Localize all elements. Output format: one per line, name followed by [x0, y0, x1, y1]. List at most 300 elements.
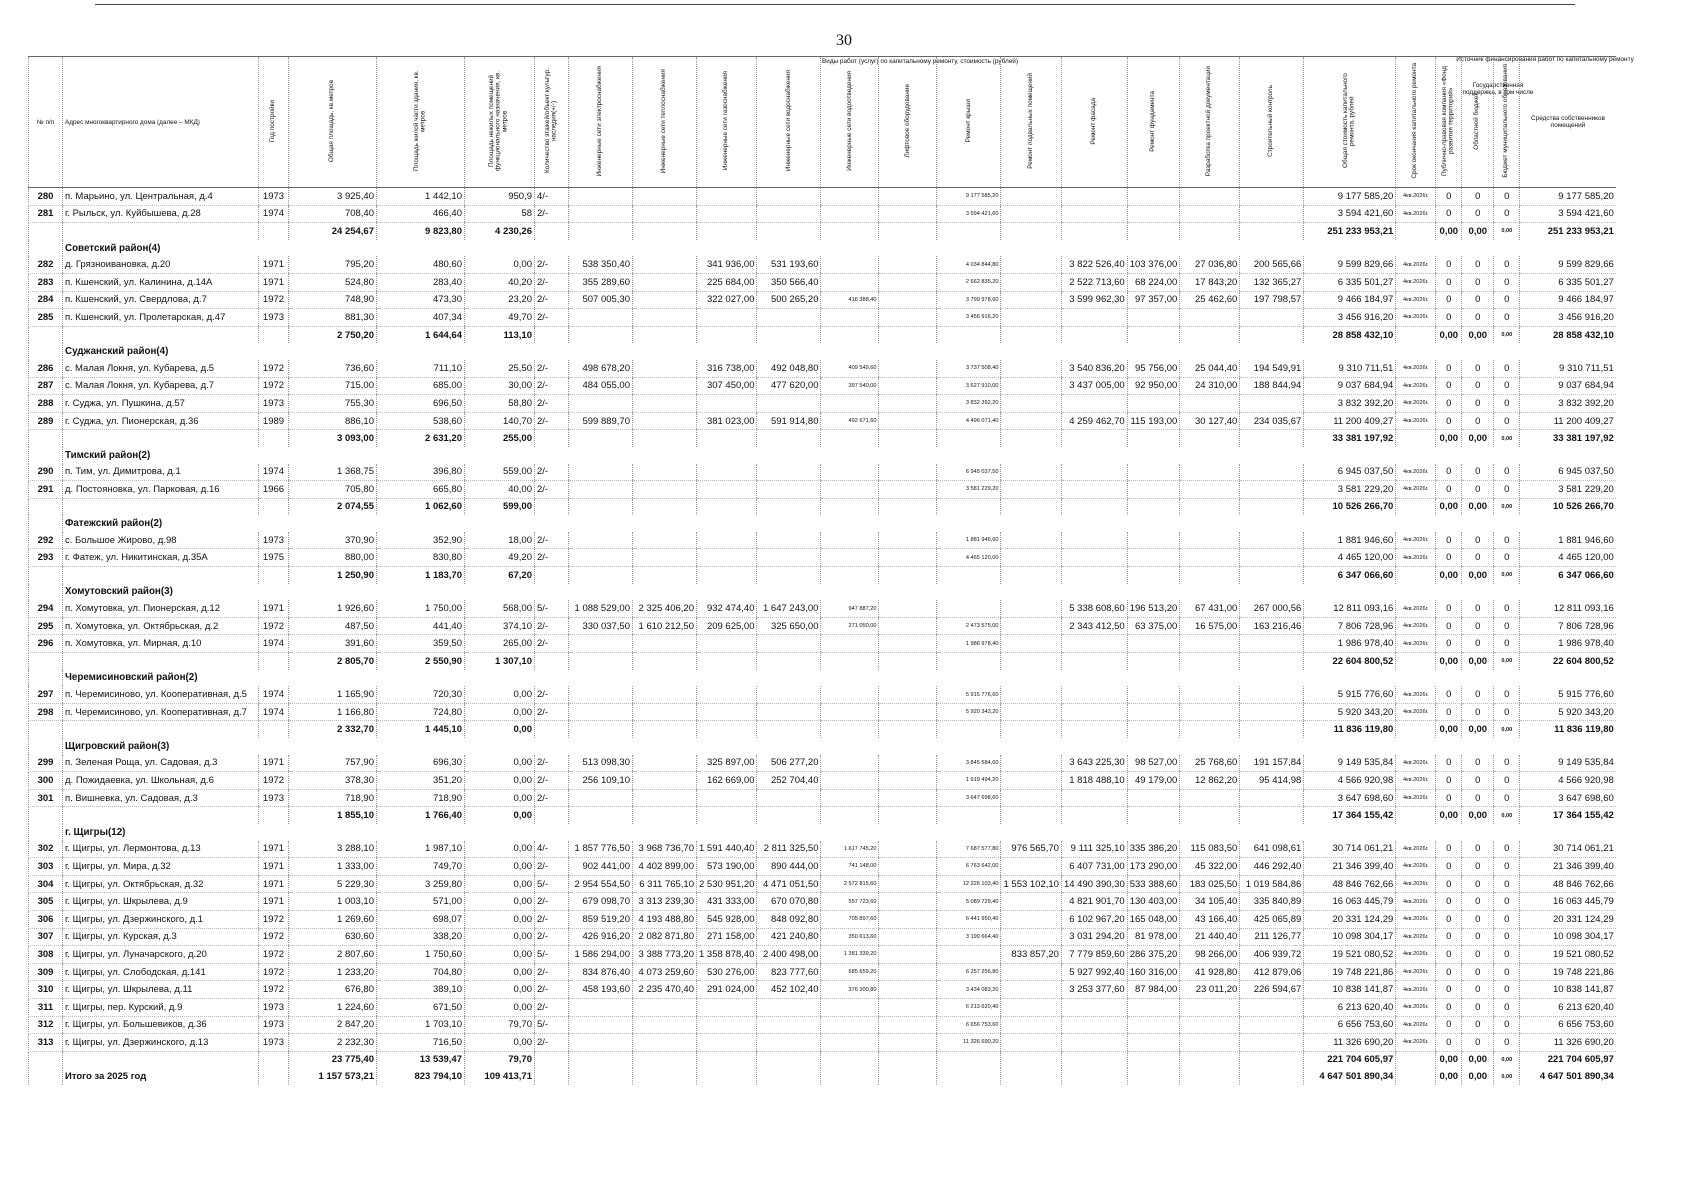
table-row [29, 772, 1616, 790]
own-funds-cell: 1 881 946,60 [1520, 532, 1616, 549]
floors-cell: 5/- [535, 600, 569, 617]
heat-cell [633, 291, 697, 309]
sewer-cell: 1 617 745,20 [821, 841, 879, 858]
header-address: Адрес многоквартирного дома (далее – МКД) [63, 57, 259, 188]
municipal-cell: 0 [1494, 395, 1520, 413]
control-cell: 641 098,61 [1240, 841, 1304, 858]
municipal-cell: 0 [1494, 910, 1520, 928]
district-heading-row [29, 515, 1616, 532]
total-cost-cell: 3 647 698,60 [1304, 789, 1396, 807]
fund-cell: 0 [1436, 549, 1462, 567]
facade-cell: 6 102 967,20 [1061, 910, 1127, 928]
num-cell: 300 [29, 772, 63, 790]
num-cell [29, 498, 63, 515]
facade-cell [1061, 1034, 1127, 1052]
roof-cell: 3 647 698,60 [937, 789, 1001, 807]
deadline-cell: 4кв.2026г. [1396, 703, 1436, 721]
living-area-cell: 696,50 [377, 395, 465, 413]
own-funds-cell: 9 177 585,20 [1520, 188, 1616, 206]
sewer-cell [821, 309, 879, 327]
lift-cell [879, 273, 937, 291]
gas-cell [697, 807, 757, 824]
table-row [29, 946, 1616, 964]
lift-cell [879, 946, 937, 964]
municipal-cell: 0 [1494, 841, 1520, 858]
sewer-cell: 271 050,00 [821, 617, 879, 635]
foundation-cell [1127, 481, 1180, 499]
sewer-cell [821, 205, 879, 223]
header-facade: Ремонт фасада [1061, 57, 1127, 188]
total-area-cell: 1 157 573,21 [289, 1068, 377, 1085]
control-cell [1240, 635, 1304, 653]
fund-cell: 0 [1436, 686, 1462, 703]
basement-cell [1001, 653, 1061, 670]
foundation-cell: 165 048,00 [1127, 910, 1180, 928]
basement-cell [1001, 981, 1061, 999]
total-cost-cell: 7 806 728,96 [1304, 617, 1396, 635]
total-cost-cell: 6 335 501,27 [1304, 273, 1396, 291]
nonliving-area-cell: 265,00 [465, 635, 535, 653]
control-cell: 132 365,27 [1240, 273, 1304, 291]
control-cell: 197 798,57 [1240, 291, 1304, 309]
project-cell: 25 462,60 [1180, 291, 1240, 309]
fund-cell: 0 [1436, 893, 1462, 911]
subtotal-row [29, 430, 1616, 447]
project-cell [1180, 188, 1240, 206]
fund-cell: 0,00 [1436, 653, 1462, 670]
district-heading-row [29, 343, 1616, 360]
lift-cell [879, 309, 937, 327]
year-cell [259, 721, 289, 738]
basement-cell [1001, 789, 1061, 807]
floors-cell: 5/- [535, 875, 569, 893]
address-cell: г. Щигры, ул. Дзержинского, д.13 [63, 1034, 259, 1052]
total-area-cell: 5 229,30 [289, 875, 377, 893]
facade-cell [1061, 1068, 1127, 1085]
project-cell: 183 025,50 [1180, 875, 1240, 893]
control-cell: 95 414,98 [1240, 772, 1304, 790]
nonliving-area-cell: 1 307,10 [465, 653, 535, 670]
num-cell: 312 [29, 1016, 63, 1034]
own-funds-cell: 12 811 093,16 [1520, 600, 1616, 617]
own-funds-cell: 221 704 605,97 [1520, 1051, 1616, 1068]
roof-cell [937, 223, 1001, 240]
nonliving-area-cell: 0,00 [465, 963, 535, 981]
state-support-header: Государственная поддержка, в том числе [1462, 82, 1534, 96]
gas-cell [697, 498, 757, 515]
heat-cell: 1 610 212,50 [633, 617, 697, 635]
roof-cell: 4 465 120,00 [937, 549, 1001, 567]
foundation-cell [1127, 653, 1180, 670]
electric-cell [569, 1068, 633, 1085]
regional-cell: 0,00 [1462, 567, 1494, 584]
municipal-cell: 0,00 [1494, 653, 1520, 670]
foundation-cell [1127, 395, 1180, 413]
roof-cell [937, 567, 1001, 584]
foundation-cell [1127, 721, 1180, 738]
fund-cell: 0,00 [1436, 1068, 1462, 1085]
floors-cell [535, 430, 569, 447]
project-cell [1180, 498, 1240, 515]
lift-cell [879, 600, 937, 617]
gas-cell [697, 188, 757, 206]
total-cost-cell: 3 832 392,20 [1304, 395, 1396, 413]
total-cost-cell: 251 233 953,21 [1304, 223, 1396, 240]
nonliving-area-cell: 0,00 [465, 946, 535, 964]
foundation-cell [1127, 464, 1180, 481]
project-cell: 30 127,40 [1180, 412, 1240, 430]
deadline-cell [1396, 326, 1436, 343]
deadline-cell: 4кв.2026г. [1396, 617, 1436, 635]
floors-cell: 2/- [535, 686, 569, 703]
fund-cell: 0 [1436, 981, 1462, 999]
deadline-cell: 4кв.2026г. [1396, 841, 1436, 858]
regional-cell: 0 [1462, 464, 1494, 481]
roof-cell: 4 496 071,40 [937, 412, 1001, 430]
gas-cell [697, 205, 757, 223]
total-cost-cell: 33 381 197,92 [1304, 430, 1396, 447]
own-funds-cell: 6 656 753,60 [1520, 1016, 1616, 1034]
regional-cell: 0 [1462, 686, 1494, 703]
deadline-cell: 4кв.2026г. [1396, 1016, 1436, 1034]
electric-cell [569, 686, 633, 703]
facade-cell [1061, 807, 1127, 824]
heat-cell [633, 498, 697, 515]
lift-cell [879, 532, 937, 549]
control-cell: 406 939,72 [1240, 946, 1304, 964]
municipal-cell: 0 [1494, 549, 1520, 567]
municipal-cell: 0,00 [1494, 498, 1520, 515]
own-funds-cell: 21 346 399,40 [1520, 858, 1616, 876]
sewer-cell [821, 532, 879, 549]
project-cell: 17 843,20 [1180, 273, 1240, 291]
table-row [29, 532, 1616, 549]
own-funds-cell: 3 456 916,20 [1520, 309, 1616, 327]
facade-cell [1061, 223, 1127, 240]
project-cell [1180, 532, 1240, 549]
total-cost-cell: 6 213 620,40 [1304, 998, 1396, 1016]
table-row [29, 256, 1616, 273]
water-cell [757, 635, 821, 653]
control-cell [1240, 567, 1304, 584]
num-cell: 282 [29, 256, 63, 273]
heat-cell [633, 807, 697, 824]
control-cell [1240, 703, 1304, 721]
facade-cell [1061, 188, 1127, 206]
electric-cell [569, 395, 633, 413]
total-area-cell: 1 165,90 [289, 686, 377, 703]
heat-cell [633, 686, 697, 703]
num-cell: 288 [29, 395, 63, 413]
lift-cell [879, 377, 937, 395]
project-cell [1180, 721, 1240, 738]
electric-cell: 426 916,20 [569, 928, 633, 946]
capital-repair-table [28, 56, 1616, 1085]
roof-cell: 3 832 392,20 [937, 395, 1001, 413]
regional-cell: 0,00 [1462, 653, 1494, 670]
num-cell: 284 [29, 291, 63, 309]
electric-cell: 256 109,10 [569, 772, 633, 790]
total-cost-cell: 16 063 445,79 [1304, 893, 1396, 911]
control-cell: 188 844,94 [1240, 377, 1304, 395]
gas-cell: 209 625,00 [697, 617, 757, 635]
address-cell: п. Кшенский, ул. Свердлова, д.7 [63, 291, 259, 309]
fund-cell: 0,00 [1436, 326, 1462, 343]
gas-cell [697, 532, 757, 549]
sewer-cell: 741 148,00 [821, 858, 879, 876]
water-cell [757, 481, 821, 499]
lift-cell [879, 963, 937, 981]
total-cost-cell: 3 456 916,20 [1304, 309, 1396, 327]
total-cost-cell: 1 986 978,40 [1304, 635, 1396, 653]
address-cell: п. Хомутовка, ул. Мирная, д.10 [63, 635, 259, 653]
regional-cell: 0 [1462, 981, 1494, 999]
gas-cell [697, 998, 757, 1016]
total-cost-cell: 12 811 093,16 [1304, 600, 1396, 617]
fund-cell: 0 [1436, 755, 1462, 772]
total-cost-cell: 19 748 221,86 [1304, 963, 1396, 981]
total-area-cell: 2 847,20 [289, 1016, 377, 1034]
fund-cell: 0 [1436, 635, 1462, 653]
year-cell: 1973 [259, 789, 289, 807]
regional-cell: 0 [1462, 412, 1494, 430]
facade-cell: 3 031 294,20 [1061, 928, 1127, 946]
project-cell: 41 928,80 [1180, 963, 1240, 981]
electric-cell: 834 876,40 [569, 963, 633, 981]
gas-cell: 381 023,00 [697, 412, 757, 430]
roof-cell [937, 326, 1001, 343]
num-cell: 281 [29, 205, 63, 223]
total-cost-cell: 21 346 399,40 [1304, 858, 1396, 876]
project-cell [1180, 1016, 1240, 1034]
header-year: Год постройки [259, 57, 289, 188]
floors-cell [535, 1051, 569, 1068]
heat-cell [633, 256, 697, 273]
nonliving-area-cell: 0,00 [465, 703, 535, 721]
facade-cell: 7 779 859,60 [1061, 946, 1127, 964]
basement-cell [1001, 481, 1061, 499]
electric-cell [569, 188, 633, 206]
fund-cell: 0 [1436, 617, 1462, 635]
regional-cell: 0 [1462, 755, 1494, 772]
living-area-cell: 1 445,10 [377, 721, 465, 738]
living-area-cell: 352,90 [377, 532, 465, 549]
living-area-cell: 441,40 [377, 617, 465, 635]
address-cell: п. Тим, ул. Димитрова, д.1 [63, 464, 259, 481]
project-cell [1180, 481, 1240, 499]
basement-cell [1001, 412, 1061, 430]
municipal-cell: 0 [1494, 755, 1520, 772]
deadline-cell [1396, 567, 1436, 584]
lift-cell [879, 653, 937, 670]
floors-cell: 2/- [535, 481, 569, 499]
facade-cell: 5 338 608,60 [1061, 600, 1127, 617]
own-funds-cell: 9 466 184,97 [1520, 291, 1616, 309]
deadline-cell: 4кв.2026г. [1396, 755, 1436, 772]
foundation-cell [1127, 635, 1180, 653]
address-cell: г. Щигры, ул. Шкрылева, д.9 [63, 893, 259, 911]
total-cost-cell: 5 920 343,20 [1304, 703, 1396, 721]
district-name: Хомутовский район(3) [63, 584, 1616, 601]
water-cell [757, 998, 821, 1016]
floors-cell: 5/- [535, 1016, 569, 1034]
fund-cell: 0 [1436, 273, 1462, 291]
subtotal-row [29, 721, 1616, 738]
table-row [29, 395, 1616, 413]
roof-cell: 3 627 910,00 [937, 377, 1001, 395]
sewer-cell: 947 887,20 [821, 600, 879, 617]
heat-cell [633, 549, 697, 567]
total-cost-cell: 11 200 409,27 [1304, 412, 1396, 430]
subtotal-row [29, 807, 1616, 824]
year-cell [259, 1068, 289, 1085]
gas-cell: 291 024,00 [697, 981, 757, 999]
project-cell: 34 105,40 [1180, 893, 1240, 911]
table-row [29, 858, 1616, 876]
foundation-cell: 160 316,00 [1127, 963, 1180, 981]
regional-cell: 0 [1462, 875, 1494, 893]
floors-cell [535, 223, 569, 240]
foundation-cell: 130 403,00 [1127, 893, 1180, 911]
fund-cell: 0 [1436, 875, 1462, 893]
total-cost-cell: 1 881 946,60 [1304, 532, 1396, 549]
living-area-cell: 718,90 [377, 789, 465, 807]
sewer-cell [821, 772, 879, 790]
total-cost-cell: 6 945 037,50 [1304, 464, 1396, 481]
lift-cell [879, 412, 937, 430]
foundation-cell [1127, 1034, 1180, 1052]
regional-cell: 0,00 [1462, 326, 1494, 343]
project-cell [1180, 653, 1240, 670]
regional-cell: 0 [1462, 910, 1494, 928]
nonliving-area-cell: 30,00 [465, 377, 535, 395]
num-cell: 286 [29, 360, 63, 377]
nonliving-area-cell: 255,00 [465, 430, 535, 447]
own-funds-cell: 22 604 800,52 [1520, 653, 1616, 670]
living-area-cell: 704,80 [377, 963, 465, 981]
lift-cell [879, 635, 937, 653]
total-cost-cell: 4 465 120,00 [1304, 549, 1396, 567]
regional-cell: 0 [1462, 256, 1494, 273]
page-number: 30 [836, 32, 852, 49]
gas-cell: 325 897,00 [697, 755, 757, 772]
regional-cell: 0,00 [1462, 807, 1494, 824]
sewer-cell [821, 721, 879, 738]
water-cell [757, 464, 821, 481]
num-cell: 296 [29, 635, 63, 653]
control-cell: 200 565,66 [1240, 256, 1304, 273]
roof-cell: 6 257 256,80 [937, 963, 1001, 981]
fund-cell: 0 [1436, 481, 1462, 499]
electric-cell [569, 464, 633, 481]
nonliving-area-cell: 0,00 [465, 755, 535, 772]
roof-cell: 6 213 620,40 [937, 998, 1001, 1016]
electric-cell [569, 532, 633, 549]
floors-cell: 2/- [535, 755, 569, 772]
living-area-cell: 1 644,64 [377, 326, 465, 343]
nonliving-area-cell: 599,00 [465, 498, 535, 515]
address-cell: д. Грязноивановка, д.20 [63, 256, 259, 273]
basement-cell [1001, 188, 1061, 206]
total-area-cell: 2 750,20 [289, 326, 377, 343]
year-cell: 1974 [259, 703, 289, 721]
total-area-cell: 755,30 [289, 395, 377, 413]
heat-cell [633, 412, 697, 430]
floors-cell: 2/- [535, 273, 569, 291]
roof-cell: 3 199 664,40 [937, 928, 1001, 946]
project-cell [1180, 464, 1240, 481]
water-cell [757, 1068, 821, 1085]
district-name: Фатежский район(2) [63, 515, 1616, 532]
table-row [29, 963, 1616, 981]
project-cell [1180, 326, 1240, 343]
address-cell: п. Марьино, ул. Центральная, д.4 [63, 188, 259, 206]
deadline-cell: 4кв.2026г. [1396, 481, 1436, 499]
total-area-cell: 1 224,60 [289, 998, 377, 1016]
table-row [29, 1034, 1616, 1052]
year-cell: 1973 [259, 188, 289, 206]
gas-cell: 341 936,00 [697, 256, 757, 273]
facade-cell [1061, 481, 1127, 499]
total-cost-cell: 9 466 184,97 [1304, 291, 1396, 309]
gas-cell: 2 530 951,20 [697, 875, 757, 893]
gas-cell: 322 027,00 [697, 291, 757, 309]
water-cell: 1 647 243,00 [757, 600, 821, 617]
own-funds-cell: 10 838 141,87 [1520, 981, 1616, 999]
basement-cell: 976 565,70 [1001, 841, 1061, 858]
heat-cell [633, 395, 697, 413]
header-control: Строительный контроль [1240, 57, 1304, 188]
foundation-cell [1127, 498, 1180, 515]
water-cell [757, 807, 821, 824]
year-cell: 1972 [259, 928, 289, 946]
facade-cell [1061, 703, 1127, 721]
table-row [29, 188, 1616, 206]
control-cell [1240, 464, 1304, 481]
municipal-cell: 0,00 [1494, 326, 1520, 343]
water-cell [757, 309, 821, 327]
water-cell: 591 914,80 [757, 412, 821, 430]
own-funds-cell: 11 326 690,20 [1520, 1034, 1616, 1052]
municipal-cell: 0 [1494, 981, 1520, 999]
table-row [29, 412, 1616, 430]
basement-cell [1001, 1016, 1061, 1034]
living-area-cell: 466,40 [377, 205, 465, 223]
control-cell [1240, 807, 1304, 824]
table-row [29, 998, 1616, 1016]
gas-cell [697, 1034, 757, 1052]
roof-cell [937, 498, 1001, 515]
gas-cell: 316 738,00 [697, 360, 757, 377]
total-cost-cell: 20 331 124,29 [1304, 910, 1396, 928]
control-cell [1240, 1068, 1304, 1085]
table-row [29, 893, 1616, 911]
address-cell [63, 498, 259, 515]
lift-cell [879, 223, 937, 240]
living-area-cell: 283,40 [377, 273, 465, 291]
deadline-cell: 4кв.2026г. [1396, 875, 1436, 893]
table-row [29, 205, 1616, 223]
foundation-cell [1127, 703, 1180, 721]
year-cell: 1972 [259, 910, 289, 928]
nonliving-area-cell: 0,00 [465, 256, 535, 273]
heat-cell [633, 326, 697, 343]
sewer-cell [821, 430, 879, 447]
control-cell: 234 035,67 [1240, 412, 1304, 430]
living-area-cell: 351,20 [377, 772, 465, 790]
floors-cell: 5/- [535, 946, 569, 964]
control-cell: 267 000,56 [1240, 600, 1304, 617]
